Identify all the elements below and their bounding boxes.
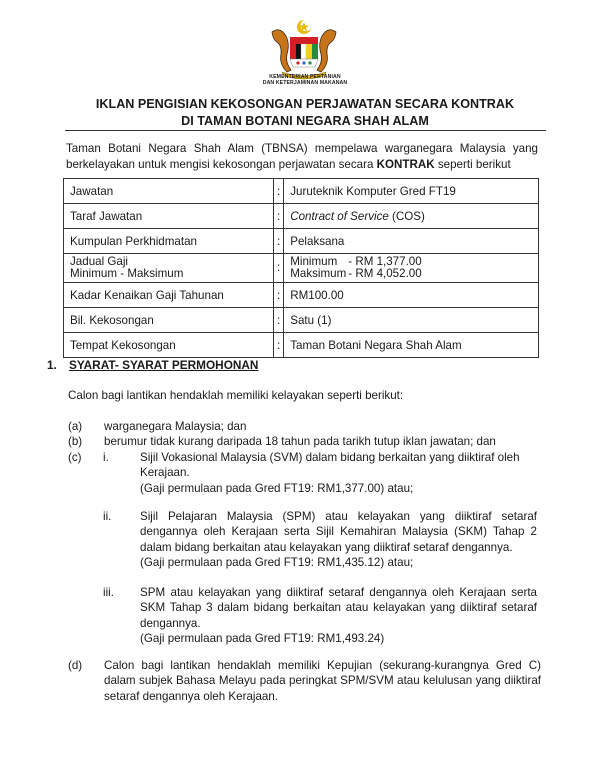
text-line: Kerajaan.	[140, 466, 190, 480]
row-value: Satu (1)	[284, 308, 539, 333]
row-label: Bil. Kekosongan	[64, 308, 274, 333]
text-line: SKM Tahap 3 dalam bidang berkaitan atau kelayakan yang diiktiraf setaraf	[140, 601, 537, 615]
row-label: Kumpulan Perkhidmatan	[64, 229, 274, 254]
salary-max	[290, 268, 532, 281]
salary-max-value: - RM 4,052.00	[348, 267, 422, 280]
row-value: Taman Botani Negara Shah Alam	[284, 333, 539, 358]
ministry-name	[250, 74, 360, 86]
salary-max-key: Maksimum	[290, 267, 347, 280]
salary-note: (Gaji permulaan pada Gred FT19: RM1,493.24)	[140, 631, 385, 645]
row-label: Taraf Jawatan	[64, 204, 274, 229]
row-label: Kadar Kenaikan Gaji Tahunan	[64, 283, 274, 308]
row-separator: :	[274, 204, 284, 229]
row-value	[284, 254, 539, 283]
sub-item-marker: ii.	[103, 510, 112, 523]
value-rest: (COS)	[388, 209, 425, 223]
sub-item-marker: iii.	[103, 586, 114, 599]
row-value: Juruteknik Komputer Gred FT19	[284, 179, 539, 204]
intro-bold-kontrak: KONTRAK	[376, 157, 435, 171]
item-text	[104, 658, 541, 704]
table-row-jadual-gaji	[64, 254, 539, 283]
section-number: 1.	[47, 358, 57, 372]
label-line-2: Minimum - Maksimum	[70, 267, 184, 280]
table-row-kumpulan	[64, 229, 539, 254]
table-row-bil-kekosongan	[64, 308, 539, 333]
intro-line-1: Taman Botani Negara Shah Alam (TBNSA) mempelawa warganegara Malaysia yang	[66, 142, 538, 155]
text-line: Sijil Pelajaran Malaysia (SPM) atau kelayakan yang diiktiraf setaraf	[140, 510, 537, 523]
text-line: setaraf dengannya oleh Kerajaan.	[104, 689, 279, 703]
section-title: SYARAT- SYARAT PERMOHONAN	[69, 358, 259, 372]
section-heading	[47, 358, 258, 372]
ministry-line-2: DAN KETERJAMINAN MAKANAN	[262, 80, 348, 86]
sub-item-text	[140, 585, 537, 646]
document-title-line-2: DI TAMAN BOTANI NEGARA SHAH ALAM	[181, 114, 429, 128]
item-marker: (d)	[68, 659, 83, 672]
item-text: warganegara Malaysia; dan	[104, 420, 247, 433]
intro-text: berkelayakan untuk mengisi kekosongan perjawatan secara	[66, 157, 377, 171]
table-row-kenaikan-gaji	[64, 283, 539, 308]
label-line-1: Jadual Gaji	[70, 254, 129, 268]
item-text: berumur tidak kurang daripada 18 tahun pada tarikh tutup iklan jawatan; dan	[104, 435, 496, 448]
value-italic: Contract of Service	[290, 209, 389, 223]
text-line: Sijil Vokasional Malaysia (SVM) dalam bidang berkaitan yang diiktiraf oleh	[140, 451, 520, 464]
row-value: Pelaksana	[284, 229, 539, 254]
text-line: dengannya oleh Kerajaan serta Sijil Kemahiran Malaysia (SKM) Tahap 2	[140, 525, 537, 539]
salary-note: (Gaji permulaan pada Gred FT19: RM1,435.12) atau;	[140, 555, 414, 569]
job-details-table	[63, 178, 539, 358]
salary-note: (Gaji permulaan pada Gred FT19: RM1,377.00) atau;	[140, 481, 414, 495]
sub-item-text	[140, 450, 537, 496]
row-label: Jawatan	[64, 179, 274, 204]
salary-min-key: Minimum	[290, 254, 338, 268]
intro-text-end: seperti berikut	[434, 157, 511, 171]
row-label	[64, 254, 274, 283]
row-label: Tempat Kekosongan	[64, 333, 274, 358]
intro-line-2	[66, 158, 511, 171]
row-separator: :	[274, 333, 284, 358]
row-value: RM100.00	[284, 283, 539, 308]
sub-item-text	[140, 509, 537, 570]
row-separator: :	[274, 179, 284, 204]
coat-of-arms-icon	[262, 18, 346, 80]
text-line: dalam subjek Bahasa Melayu pada peringkat SPM/SVM atau kelulusan yang diiktiraf	[104, 674, 541, 688]
salary-min-value: - RM 1,377.00	[348, 254, 422, 268]
item-marker: (b)	[68, 435, 83, 448]
row-separator: :	[274, 308, 284, 333]
item-marker: (c)	[68, 451, 82, 464]
section-lead-text: Calon bagi lantikan hendaklah memiliki kelayakan seperti berikut:	[68, 389, 404, 402]
title-divider	[65, 130, 546, 131]
text-line: SPM atau kelayakan yang diiktiraf setaraf dengannya oleh Kerajaan serta	[140, 586, 537, 599]
row-separator: :	[274, 229, 284, 254]
table-row-tempat	[64, 333, 539, 358]
sub-item-marker: i.	[103, 451, 109, 464]
document-title-line-1: IKLAN PENGISIAN KEKOSONGAN PERJAWATAN SECARA KONTRAK	[95, 97, 515, 111]
text-line: dalam bidang berkaitan atau kelayakan yang diiktiraf setaraf dengannya.	[140, 540, 513, 554]
text-line: dengannya.	[140, 616, 201, 630]
row-value	[284, 204, 539, 229]
intro-paragraph	[66, 141, 538, 172]
table-row-taraf-jawatan	[64, 204, 539, 229]
table-row-jawatan	[64, 179, 539, 204]
row-separator: :	[274, 283, 284, 308]
text-line: Calon bagi lantikan hendaklah memiliki Kepujian (sekurang-kurangnya Gred C)	[104, 659, 541, 672]
item-marker: (a)	[68, 420, 83, 433]
row-separator: :	[274, 254, 284, 283]
ministry-line-1: KEMENTERIAN PERTANIAN	[269, 74, 341, 80]
